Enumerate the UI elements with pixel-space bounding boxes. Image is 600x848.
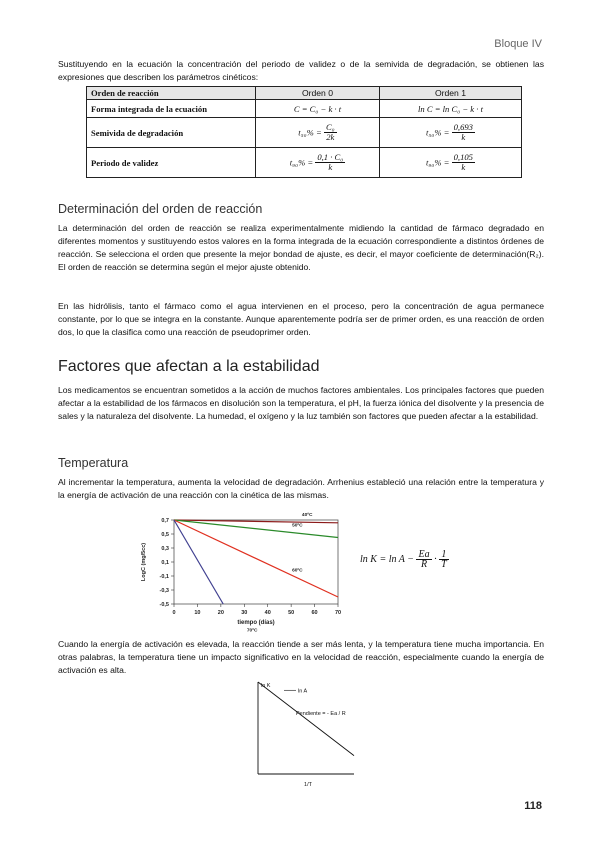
y-tick-label: 0,5 [161,532,169,538]
section-title-temperature: Temperatura [58,456,129,470]
order-paragraph-1: La determinación del orden de reacción se realiza experimentalmente midiendo la cantidad de fármaco degradado en diferentes momentos y sustituyendo estos valores en la forma integrada de la ecuación correspondiente a distintos órdenes de reacción. Se selecciona el orden que presente la mejor bondad de ajuste, es decir, el mayor coeficiente de determinación(R₂). El orden de reacción se determina según el mejor ajuste obtenido. [58,223,544,272]
t90-label: t₉₀% = [289,157,314,168]
eq-validity-order1 [379,148,521,178]
x-tick-label: 40 [264,610,271,616]
order-paragraph-2: En las hidrólisis, tanto el fármaco como el agua intervienen en el proceso, pero la concentración de agua permanece constante, por lo que se integra en la constante. Aunque aparentemente podría ser de primer orden, es una reacción de orden dos, lo que la clasifica como una reacción de pseudoprimer orden. [58,301,544,337]
numerator: C₀ [325,122,335,132]
x-tick-label: 30 [241,610,248,616]
factors-paragraph: Los medicamentos se encuentran sometidos a la acción de muchos factores ambientales. Los principales factores que pueden afectar a la estabilidad de los fármacos en disolución son la temperatura, el pH, la fuerza iónica del disolvente y la presencia de sales y la naturaleza del disolvente. La humedad, el oxígeno y la luz también son factores que pueden afectar a la estabilidad. [58,385,544,421]
numerator-ea: Ea [418,549,430,560]
temperature-paragraph-2: Cuando la energía de activación es elevada, la reacción tiende a ser más lenta, y la temperatura tiene mucha importancia. En otras palabras, la temperatura tiene un impacto significativo en la velocidad de reacción, especialmente cuando la energía de activación es alta. [58,639,544,675]
row-integrated-label: Forma integrada de la ecuación [87,100,256,118]
x-tick-label: 0 [172,610,176,616]
x-axis-label: tiempo (días) [237,620,275,626]
intercept-label: ln A [298,688,308,695]
table-header-row [87,87,522,100]
eq-halflife-order0 [256,118,380,148]
denominator-r: R [420,559,428,570]
series-label: 70ºC [246,628,258,634]
y-tick-label: 0,3 [161,546,169,552]
denominator: k [328,162,333,172]
eq-integrated-order1: ln C = ln C₀ − k · t [379,100,521,118]
x-tick-label: 10 [194,610,201,616]
y-tick-label: -0,1 [159,574,169,580]
row-halflife-label: Semivida de degradación [87,118,256,148]
temperature-paragraph-1: Al incrementar la temperatura, aumenta la velocidad de degradación. Arrhenius estableció una relación entre la temperatura y la energía de activación de una reacción con la cinética de las mismas. [58,477,544,500]
fraction [452,123,475,142]
fraction [324,123,337,142]
fraction [315,153,345,172]
arrhenius-plot [250,676,360,790]
table-row-integrated [87,100,522,118]
y-tick-label: 0,1 [161,560,169,566]
kinetics-table [86,86,522,178]
t50-label: t₅₀% = [425,127,450,138]
table-order0-header: Orden 0 [256,87,380,100]
table-row-validity [87,148,522,178]
denominator-t: T [441,559,447,570]
numerator: 0,105 [453,152,473,162]
table-row-halflife [87,118,522,148]
series-label: 50ºC [292,523,303,529]
y-tick-label: -0,3 [159,588,169,594]
x-tick-label: 60 [311,610,318,616]
denominator: 2k [326,132,335,142]
x-axis-label: 1/T [304,782,312,788]
section-title-factors: Factores que afectan a la estabilidad [58,358,320,375]
t90-label: t₉₀% = [425,157,450,168]
x-tick-label: 70 [334,610,342,616]
denominator: k [461,132,466,142]
fraction [452,153,475,172]
intro-paragraph: Sustituyendo en la ecuación la concentración del periodo de validez o de la semivida de degradación, se obtienen las expresiones que describen los parámetros cinéticos: [58,59,544,82]
eq-halflife-order1 [379,118,521,148]
table-col-header: Orden de reacción [87,87,256,100]
y-tick-label: 0,7 [161,518,169,524]
table-order1-header: Orden 1 [379,87,521,100]
y-tick-label: -0,5 [159,602,169,608]
y-axis-label: ln K [261,683,271,689]
fraction-ea-r [416,550,431,569]
y-axis-label: LogC (mg/5cc) [141,542,147,582]
t50-label: t₅₀% = [298,127,322,138]
eq-integrated-order0: C = C₀ − k · t [256,100,380,118]
row-validity-label: Periodo de validez [87,148,256,178]
slope-label: Pendiente = - Ea / R [296,711,346,718]
eq-validity-order0 [256,148,380,178]
numerator: 0,1 · C₀ [317,152,344,162]
multiply-dot: · [434,553,437,565]
block-header: Bloque IV [494,38,542,50]
fraction-1-t [439,550,449,569]
degradation-chart [138,512,346,634]
series-label: 40ºC [301,513,313,519]
arrhenius-left: ln K = ln A − [360,553,414,565]
x-tick-label: 20 [217,610,224,616]
numerator-1: 1 [439,550,449,560]
series-label: 60ºC [292,568,303,574]
page-number: 118 [524,800,542,812]
section-title-order: Determinación del orden de reacción [58,202,263,216]
arrhenius-equation [360,550,449,569]
x-tick-label: 50 [288,610,295,616]
numerator: 0,693 [453,122,473,132]
denominator: k [461,162,466,172]
